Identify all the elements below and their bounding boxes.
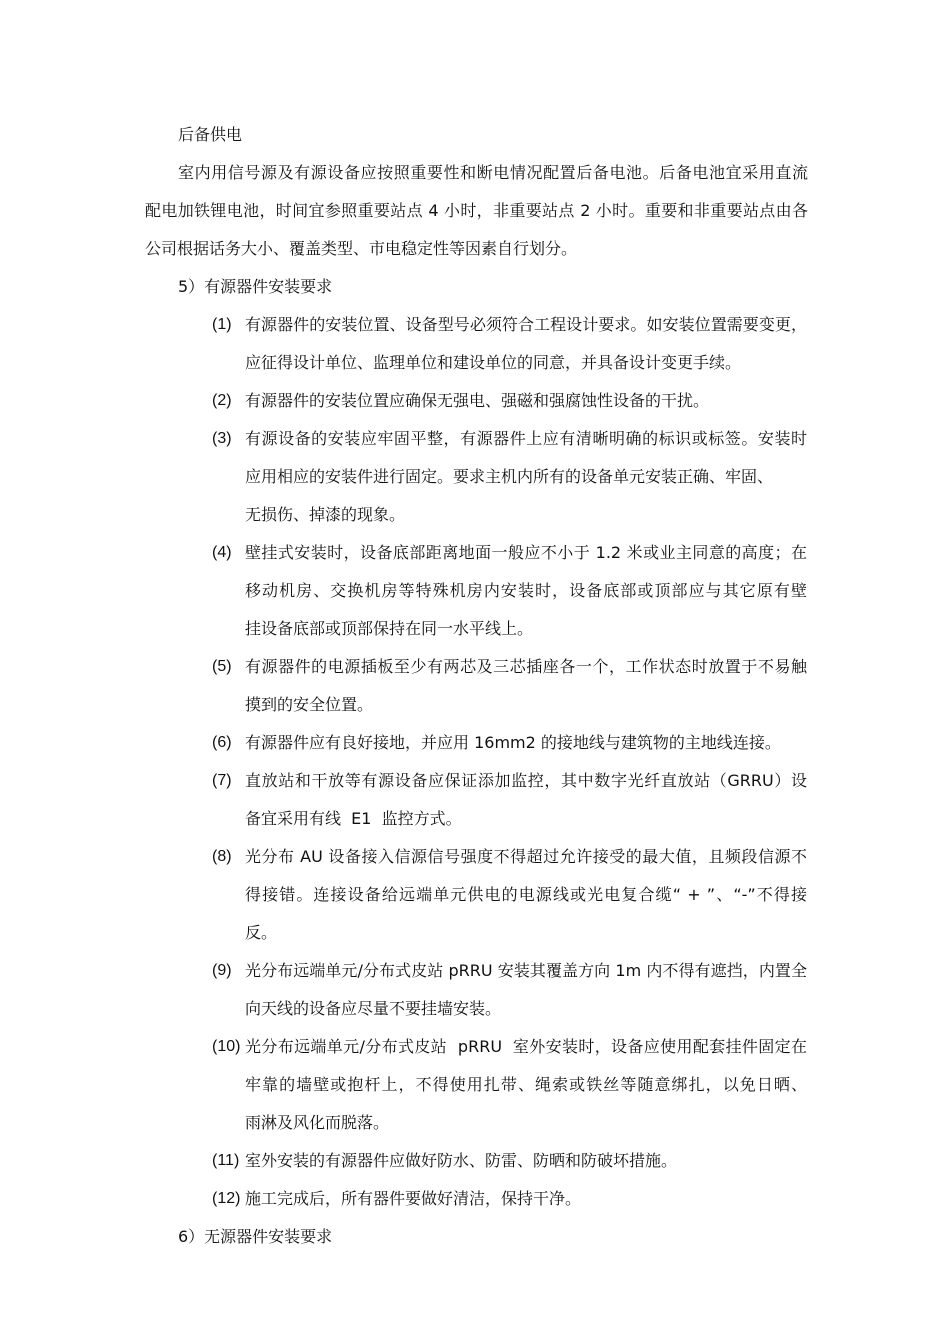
paragraph-line: 室内用信号源及有源设备应按照重要性和断电情况配置后备电池。后备电池宜采用直流	[178, 163, 808, 182]
item-number: (5)	[212, 658, 232, 675]
paragraph-line: 公司根据话务大小、覆盖类型、市电稳定性等因素自行划分。	[145, 239, 578, 258]
item-number: (12)	[212, 1190, 241, 1207]
item-text-line: 有源器件的安装位置、设备型号必须符合工程设计要求。如安装位置需要变更，	[245, 315, 807, 334]
item-text-line: 有源设备的安装应牢固平整，有源器件上应有清晰明确的标识或标签。安装时	[245, 429, 807, 448]
item-text-line: 直放站和干放等有源设备应保证添加监控，其中数字光纤直放站（GRRU）设	[245, 771, 807, 790]
item-text-line: 光分布远端单元/分布式皮站 pRRU 安装其覆盖方向 1m 内不得有遮挡，内置全	[245, 961, 807, 980]
item-text-line: 室外安装的有源器件应做好防水、防雷、防晒和防破坏措施。	[245, 1151, 678, 1170]
item-text-line: 应征得设计单位、监理单位和建设单位的同意，并具备设计变更手续。	[245, 353, 742, 372]
item-number: (7)	[212, 772, 232, 789]
item-text-line: 牢靠的墙壁或抱杆上，不得使用扎带、绳索或铁丝等随意绑扎，以免日晒、	[245, 1075, 807, 1094]
item-text-line: 雨淋及风化而脱落。	[245, 1113, 390, 1132]
heading-backup-power: 后备供电	[178, 125, 243, 144]
section-5-title: 5）有源器件安装要求	[178, 277, 333, 296]
item-text-line: 施工完成后，所有器件要做好清洁，保持干净。	[245, 1189, 582, 1208]
paragraph-line: 配电加铁锂电池，时间宜参照重要站点 4 小时，非重要站点 2 小时。重要和非重要站点由各	[145, 201, 808, 220]
item-text-line: 摸到的安全位置。	[245, 695, 374, 714]
item-text-line: 光分布远端单元/分布式皮站 pRRU 室外安装时，设备应使用配套挂件固定在	[245, 1037, 807, 1056]
item-text-line: 壁挂式安装时，设备底部距离地面一般应不小于 1.2 米或业主同意的高度；在	[245, 543, 807, 562]
item-number: (6)	[212, 734, 232, 751]
item-text-line: 光分布 AU 设备接入信源信号强度不得超过允许接受的最大值，且频段信源不	[245, 847, 807, 866]
item-text-line: 有源器件应有良好接地，并应用 16mm2 的接地线与建筑物的主地线连接。	[245, 733, 781, 752]
item-number: (2)	[212, 392, 232, 409]
item-text-line: 无损伤、掉漆的现象。	[245, 505, 406, 524]
item-number: (3)	[212, 430, 232, 447]
item-text-line: 得接错。连接设备给远端单元供电的电源线或光电复合缆“ + ”、“-”不得接	[245, 885, 807, 904]
item-text-line: 反。	[245, 923, 278, 942]
item-text-line: 移动机房、交换机房等特殊机房内安装时，设备底部或顶部应与其它原有壁	[245, 581, 807, 600]
item-text-line: 应用相应的安装件进行固定。要求主机内所有的设备单元安装正确、牢固、	[245, 467, 774, 486]
item-number: (1)	[212, 316, 232, 333]
item-number: (4)	[212, 544, 232, 561]
item-text-line: 备宜采用有线 E1 监控方式。	[245, 809, 462, 828]
item-number: (10)	[212, 1038, 241, 1055]
item-text-line: 挂设备底部或顶部保持在同一水平线上。	[245, 619, 534, 638]
item-text-line: 向天线的设备应尽量不要挂墙安装。	[245, 999, 502, 1018]
section-6-title: 6）无源器件安装要求	[178, 1227, 333, 1246]
item-number: (11)	[212, 1152, 240, 1169]
item-text-line: 有源器件的安装位置应确保无强电、强磁和强腐蚀性设备的干扰。	[245, 391, 710, 410]
item-number: (8)	[212, 848, 232, 865]
item-number: (9)	[212, 962, 232, 979]
item-text-line: 有源器件的电源插板至少有两芯及三芯插座各一个，工作状态时放置于不易触	[245, 657, 807, 676]
